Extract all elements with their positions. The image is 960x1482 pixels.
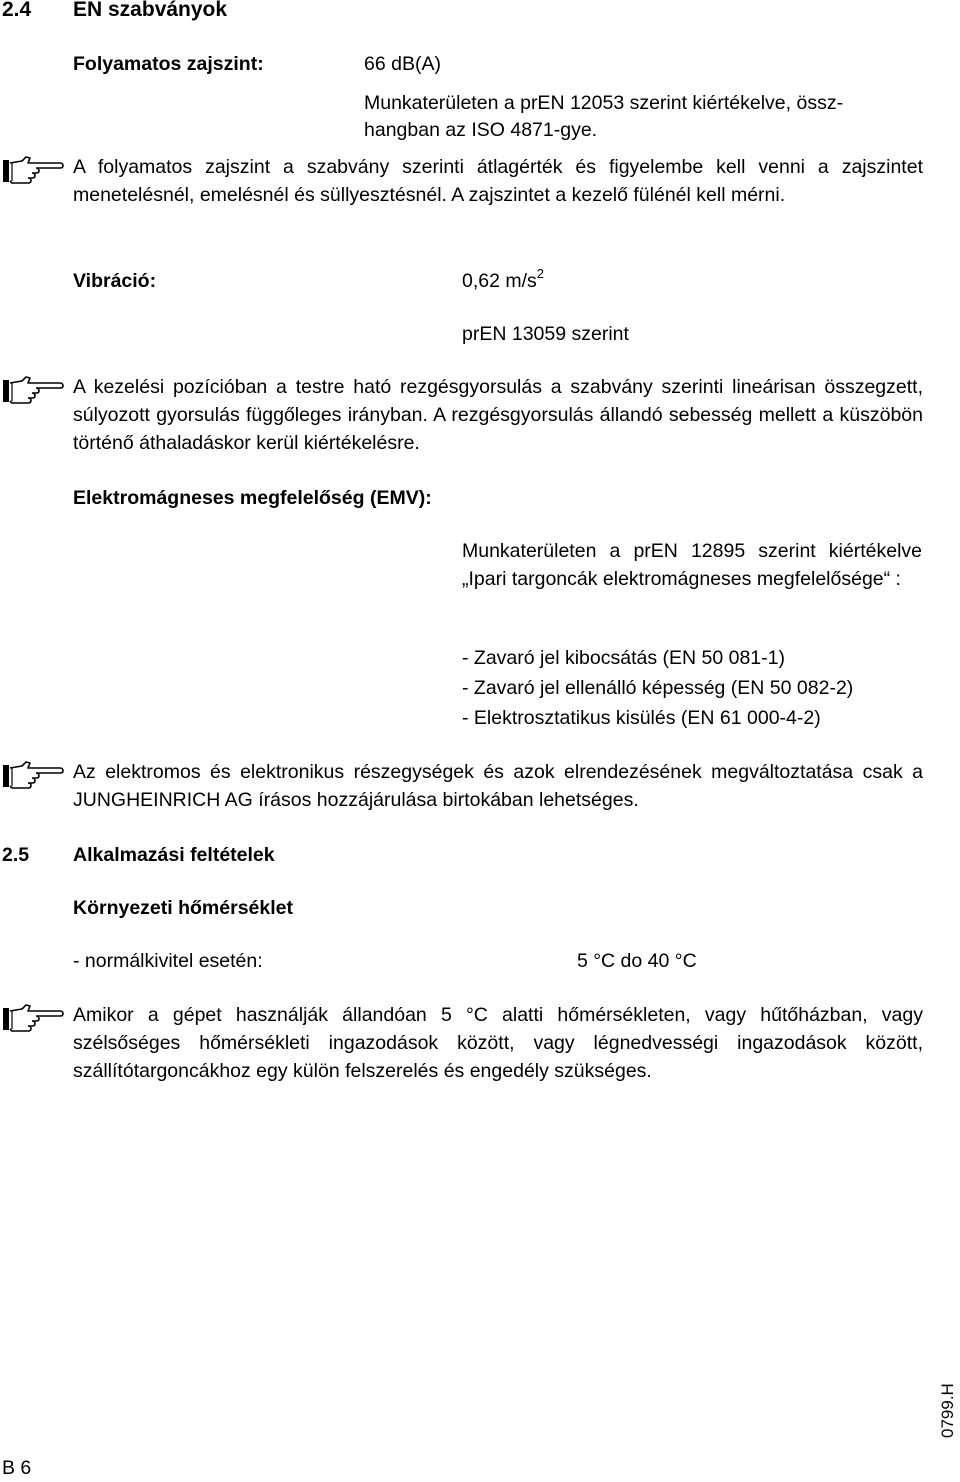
emv-item: - Zavaró jel kibocsátás (EN 50 081-1) [462,647,785,669]
pointing-hand-icon [0,375,64,405]
note-noise: A folyamatos zajszint a szabvány szerinti átlagérték és figyelembe kell venni a zajszintet menetelésnél, emelésnél és süllyesztésnél. A zajszintet a kezelő fülénél kell mérni. [73,156,923,206]
vibration-label: Vibráció: [73,270,157,292]
section-title: Alkalmazási feltételek [73,844,275,866]
document-code: 0799.H [938,1383,957,1438]
pointing-hand-icon [0,1003,64,1033]
vibration-standard: prEN 13059 szerint [462,323,629,345]
emv-item: - Elektrosztatikus kisülés (EN 61 000-4-2) [462,707,821,729]
environment-label: - normálkivitel esetén: [73,950,263,972]
noise-value: 66 dB(A) [364,53,441,75]
emv-item: - Zavaró jel ellenálló képesség (EN 50 082-2) [462,677,854,699]
noise-desc-line1: Munkaterületen a prEN 12053 szerint kiértékelve, össz- [364,92,844,114]
noise-label: Folyamatos zajszint: [73,53,264,75]
environment-heading: Környezeti hőmérséklet [73,897,293,919]
pointing-hand-icon [0,760,64,790]
section-number: 2.5 [2,844,30,866]
noise-desc-line2: hangban az ISO 4871-gye. [364,119,598,141]
emv-desc: Munkaterületen a prEN 12895 szerint kiértékelve „Ipari targoncák elektromágneses megfelelősége“ : [462,540,922,590]
environment-value: 5 °C do 40 °C [577,950,697,972]
note-emv: Az elektromos és elektronikus részegységek és azok elrendezésének megváltoztatása csak a JUNGHEINRICH AG írásos hozzájárulása birtokában lehetséges. [73,761,923,811]
note-environment: Amikor a gépet használják állandóan 5 °C alatti hőmérsékleten, vagy hűtőházban, vagy szélsőséges hőmérsékleti ingazodások között, vagy légnedvességi ingazodások között, szállítótargoncákhoz egy külön felszerelés és engedély szükséges. [73,1004,923,1082]
section-number: 2.4 [2,0,32,21]
pointing-hand-icon [0,155,64,185]
page-number: B 6 [2,1457,32,1479]
note-vibration: A kezelési pozícióban a testre ható rezgésgyorsulás a szabvány szerinti lineárisan összegzett, súlyozott gyorsulás függőleges irányban. A rezgésgyorsulás állandó sebesség mellett a küszöbön történő áthaladáskor kerül kiértékelésre. [73,376,923,454]
section-title: EN szabványok [73,0,228,21]
vibration-value: 0,62 $m/s^2$ [462,266,545,292]
emv-label: Elektromágneses megfelelőség (EMV): [73,487,432,509]
